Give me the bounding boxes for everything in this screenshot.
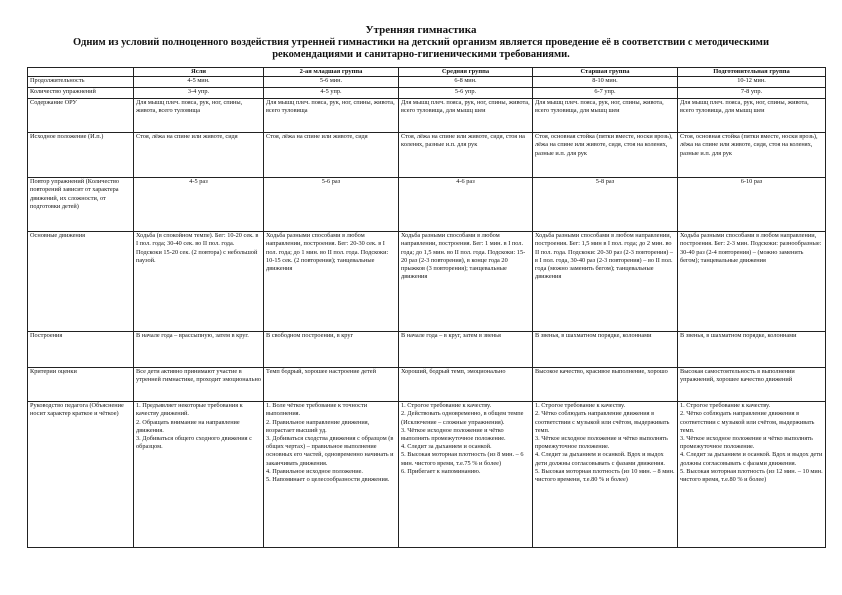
guidance-item: 3. Чёткое исходное положение и чётко выполнять промежуточное положение. [535, 435, 668, 451]
guidance-item: 6. Прибегает к напоминанию. [401, 467, 481, 475]
table-cell: Стоя, лёжа на спине или животе, сидя [134, 133, 264, 178]
table-cell: Для мышц плеч. пояса, рук, ног, спины, живота, всего туловища, для мышц шеи [533, 99, 678, 133]
table-cell: 4-6 раз [399, 178, 533, 232]
table-row-oru-content [28, 99, 826, 133]
table-cell: Для мышц плеч. пояса, рук, ног, спины, живота, всего туловища, для мышц шеи [399, 99, 533, 133]
table-cell: 8-10 мин. [533, 77, 678, 88]
table-row-guidance [28, 402, 826, 548]
guidance-item: 1. Воле чёткое требование к точности выполнения. [266, 402, 368, 418]
table-row-duration [28, 77, 826, 88]
table-cell: Ходьба разными способами в любом направлении, построения. Бег: 1,5 мин в I пол. года; до 2 мин. во II пол. года. Подскоки: 20-30 раз (2-3 повторения) – в I пол. года, 30-40 раз (2-3 повторения) – во II пол. года (можно заменить бегом); танцевальные движения [533, 232, 678, 332]
table-cell: 4-5 упр. [264, 88, 399, 99]
table-row-repetitions [28, 178, 826, 232]
guidance-item: 5. Напоминает о целесообразности движения. [266, 476, 390, 484]
gymnastics-table [27, 67, 826, 548]
table-cell: Ходьба разными способами в любом направлении, построения. Бег: 2-3 мин. Подскоки: разнообразные: 30-40 раз (2-4 повторения) – (можно заменить бегом); танцевальные движения [678, 232, 826, 332]
guidance-item: 2. Действовать одновременно, в общем темпе (Исключение – сложные упражнения). [401, 410, 524, 426]
table-cell: В звенья, в шахматном порядке, колоннами [533, 332, 678, 368]
table-row-start-position [28, 133, 826, 178]
guidance-item: 3. Чёткое исходное положение и чётко выполнять промежуточное положение. [401, 426, 506, 443]
table-cell [533, 402, 678, 548]
header-cell-empty [28, 68, 134, 77]
header-cell-senior: Старшая группа [533, 68, 678, 77]
row-label: Критерии оценки [28, 368, 134, 402]
table-cell: Для мышц плеч. пояса, рук, ног, спины, живота, всего туловища [264, 99, 399, 133]
guidance-item: 1. Строгое требование к качеству. [535, 402, 626, 410]
table-cell: 5-6 мин. [264, 77, 399, 88]
table-cell: Для мышц плеч. пояса, рук, ног, спины, живота, всего туловища [134, 99, 264, 133]
table-cell: Хороший, бодрый темп, эмоционально [399, 368, 533, 402]
row-label: Содержание ОРУ [28, 99, 134, 133]
guidance-item: 4. Следит за дыханием и осанкой. [401, 443, 492, 451]
table-cell: Стоя, лёжа на спине или животе, сидя [264, 133, 399, 178]
document-title: Утренняя гимнастика [365, 24, 477, 36]
table-cell: Высокая самостоятельность в выполнении упражнений, хорошее качество движений [678, 368, 826, 402]
table-cell: В начале года – в круг, затем в звенья [399, 332, 533, 368]
table-cell: 5-6 раз [264, 178, 399, 232]
guidance-item: 2. Обращать внимание на направление движения. [136, 418, 240, 434]
table-row-formation [28, 332, 826, 368]
table-cell [264, 402, 399, 548]
guidance-item: 1. Строгое требование к качеству. [401, 402, 492, 410]
table-cell: 10-12 мин. [678, 77, 826, 88]
row-label: Количество упражнений [28, 88, 134, 99]
guidance-item: 4. Следит за дыханием и осанкой. Вдох и выдох дети должны согласовывать с фазами движения. [535, 451, 665, 467]
table-cell: 5-8 раз [533, 178, 678, 232]
table-cell: Темп бодрый, хорошее настроение детей [264, 368, 399, 402]
guidance-item: 3. Добиваться общего сходного движения с образцом. [136, 435, 252, 451]
table-cell: Стоя, основная стойка (пятки вместе, носки врозь), лёжа на спине или животе, сидя, стоя на коленях, разные и.п. для рук [678, 133, 826, 178]
table-cell: Для мышц плеч. пояса, рук, ног, спины, живота, всего туловища, для мышц шеи [678, 99, 826, 133]
header-cell-preparatory: Подготовительная группа [678, 68, 826, 77]
table-cell: Высокое качество, красивое выполнение, хорошо [533, 368, 678, 402]
table-header-row [28, 68, 826, 77]
table-cell [399, 402, 533, 548]
table-cell: 7-8 упр. [678, 88, 826, 99]
guidance-item: 3. Чёткое исходное положение и чётко выполнять промежуточное положение. [680, 435, 813, 451]
table-cell: Ходьба разными способами в любом направлении, построения. Бег: 1 мин. в I пол. года; до 1,5 мин. во II пол. года. Подскоки: 15-20 раз (2-3 повторения), в конце года 20 прыжков (3 повторения); танцевальные движения [399, 232, 533, 332]
table-cell: Ходьба (в спокойном темпе). Бег: 10-20 сек. в I пол. года; 30-40 сек. во II пол. года. Подскоки 15-20 сек. (2 повтора) с небольшой паузой. [134, 232, 264, 332]
guidance-item: 4. Правильное исходное положение. [266, 467, 363, 475]
row-label: Продолжительность [28, 77, 134, 88]
row-label: Построения [28, 332, 134, 368]
document-subtitle: Одним из условий полноценного воздействия утренней гимнастики на детский организм является проведение её в соответствии с методическими рекомендациями и санитарно-гигиеническими требованиями. [73, 37, 769, 60]
table-row-main-movements [28, 232, 826, 332]
table-cell: В начале года – врассыпную, затем в круг. [134, 332, 264, 368]
table-cell: В свободном построении, в круг [264, 332, 399, 368]
row-label: Основные движения [28, 232, 134, 332]
row-label: Руководство педагога (Объяснение носит характер краткое и чёткое) [28, 402, 134, 548]
guidance-item: 1. Предъявляет некоторые требования к качеству движений. [136, 402, 243, 418]
table-cell: 4-5 мин. [134, 77, 264, 88]
guidance-item: 2. Правильное направление движения, возрастает высший уд. [266, 418, 370, 434]
table-cell: 3-4 упр. [134, 88, 264, 99]
guidance-item: 2. Чётко соблюдать направление движения в соответствии с музыкой или счётом, выдерживать темп. [535, 410, 670, 434]
table-row-exercise-count [28, 88, 826, 99]
table-cell: 4-5 раз [134, 178, 264, 232]
table-cell: 6-8 мин. [399, 77, 533, 88]
guidance-item: 4. Следит за дыханием и осанкой. Вдох и выдох дети должны согласовывать с фазами движения. [680, 451, 823, 467]
table-cell: Стоя, основная стойка (пятки вместе, носки врозь), лёжа на спине или животе, сидя, стоя на коленях, разные и.п. для рук [533, 133, 678, 178]
header-cell-middle: Средняя группа [399, 68, 533, 77]
table-cell: Все дети активно принимают участие в утренней гимнастике, проходит эмоционально [134, 368, 264, 402]
table-row-criteria [28, 368, 826, 402]
table-cell: 6-7 упр. [533, 88, 678, 99]
guidance-item: 1. Строгое требование к качеству. [680, 402, 771, 410]
guidance-item: 5. Высокая моторная плотность (из 10 мин. – 8 мин. чистого времени, т.е.80 % и более) [535, 467, 675, 484]
header-cell-junior-2: 2-ая младшая группа [264, 68, 399, 77]
guidance-item: 5. Высокая моторная плотность (из 12 мин. – 10 мин. чистого время, т.е.80 % и более) [680, 467, 823, 484]
table-cell: Стоя, лёжа на спине или животе, сидя, стоя на коленях, разные и.п. для рук [399, 133, 533, 178]
header-cell-nursery: Ясли [134, 68, 264, 77]
table-cell: 5-6 упр. [399, 88, 533, 99]
guidance-item: 2. Чётко соблюдать направление движения в соответствии с музыкой или счётом, выдерживать темп. [680, 410, 815, 434]
table-cell: В звенья, в шахматном порядке, колоннами [678, 332, 826, 368]
table-cell: 6-10 раз [678, 178, 826, 232]
guidance-item: 3. Добиваться сходства движения с образцом (в общих чертах) – правильное выполнение основных его частей, одновременно начинать и заканчивать движения. [266, 435, 394, 467]
table-cell: Ходьба разными способами в любом направлении, построения. Бег: 20-30 сек. в I пол. года; до 1 мин. во II пол. года. Подскоки: 10-15 сек. (2 повторения); танцевальные движения [264, 232, 399, 332]
table-cell [678, 402, 826, 548]
table-cell [134, 402, 264, 548]
row-label: Исходное положение (И.п.) [28, 133, 134, 178]
guidance-item: 5. Высокая моторная плотность (из 8 мин. – 6 мин. чистого время, т.е.75 % и более) [401, 451, 524, 467]
row-label: Повтор упражнений (Количество повторений зависит от характера движений, их сложности, от подготовки детей) [28, 178, 134, 232]
